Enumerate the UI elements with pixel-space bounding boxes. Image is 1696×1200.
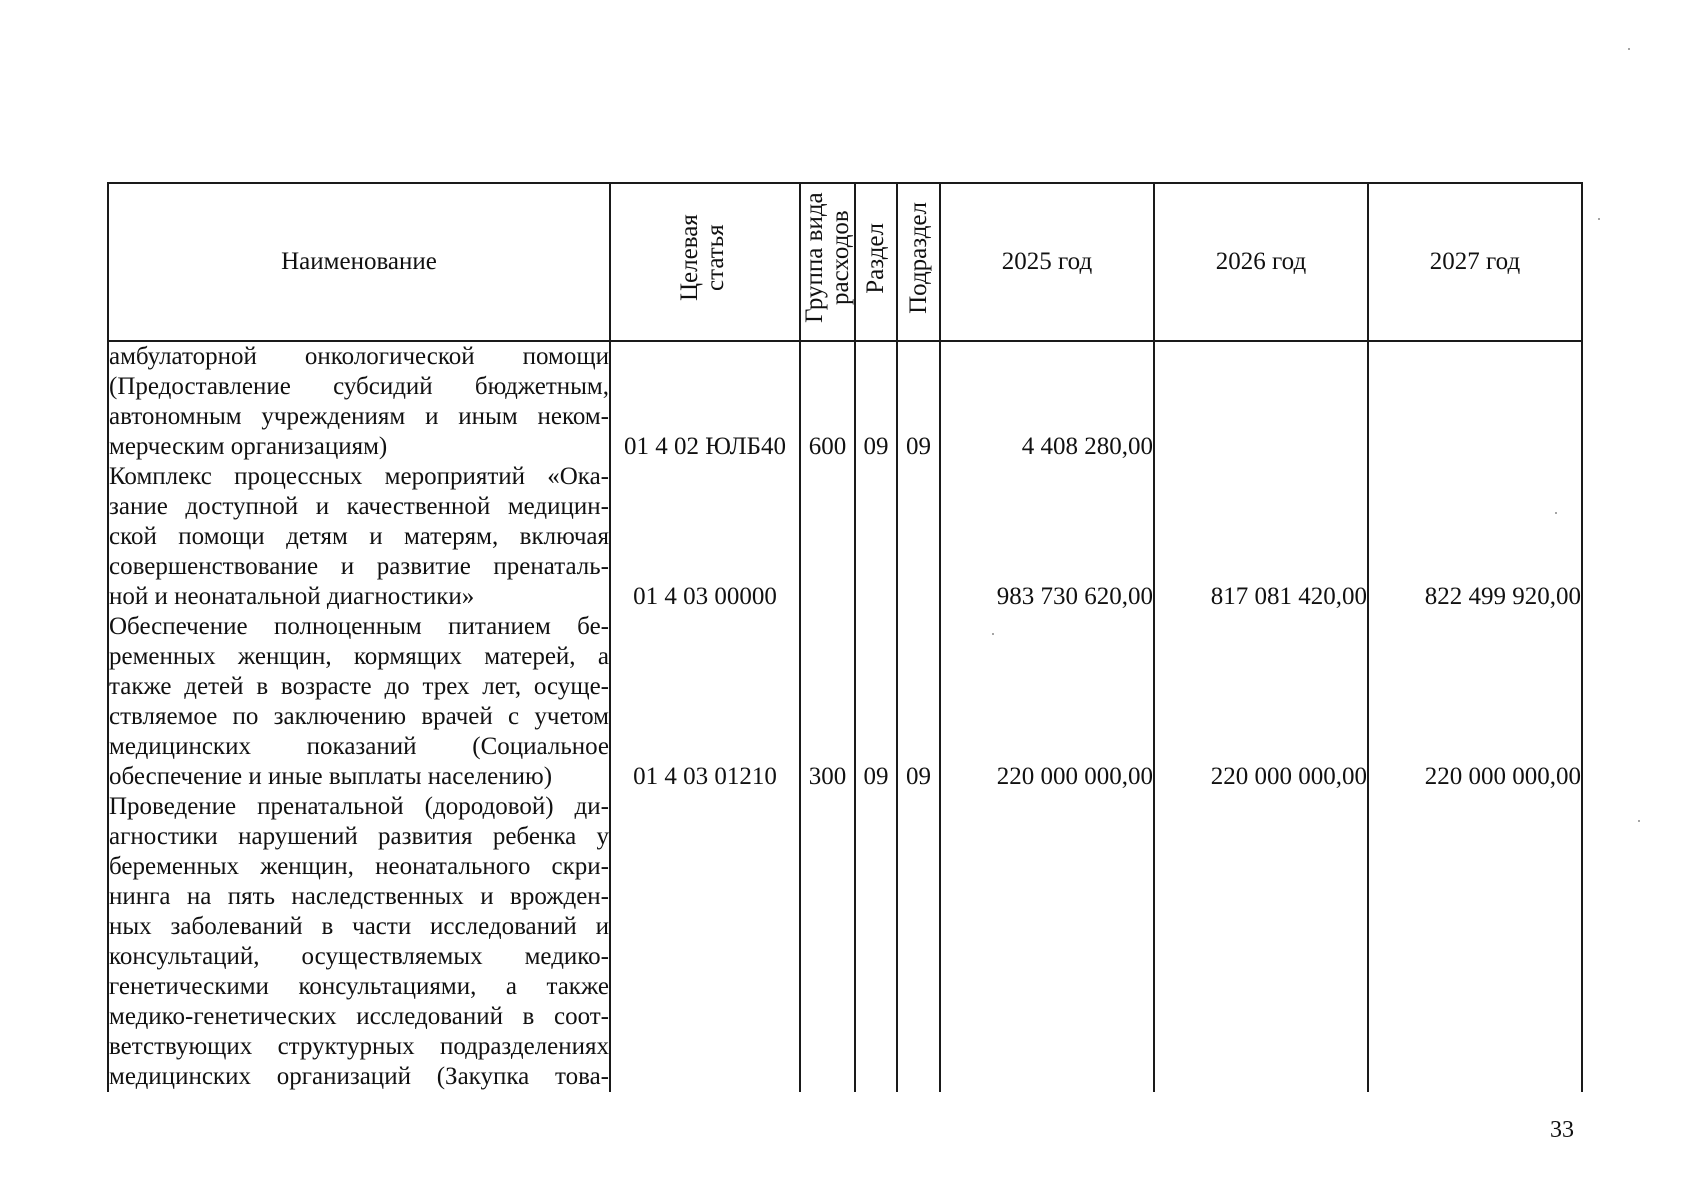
scan-speck — [992, 633, 994, 635]
header-section: Раздел — [855, 183, 897, 341]
header-year-2025: 2025 год — [940, 183, 1154, 341]
row-section: 09 — [855, 612, 897, 792]
row-amount-2027: 822 499 920,00 — [1368, 462, 1582, 612]
scan-speck — [1628, 48, 1630, 50]
row-expense-group: 600 — [800, 341, 855, 462]
row-name: Обеспечение полноценным питанием бе- ременных женщин, кормящих матерей, а также детей в возрасте до трех лет, осуще- ствляемое по заключению врачей с учетом медицинских показаний (Социальное обеспечение и иные выплаты населению) — [109, 613, 609, 790]
row-amount-2027 — [1368, 341, 1582, 462]
row-subsection — [897, 792, 940, 1092]
row-amount-2026: 817 081 420,00 — [1154, 462, 1368, 612]
row-amount-2025: 220 000 000,00 — [940, 612, 1154, 792]
row-target-article: 01 4 03 00000 — [610, 462, 800, 612]
row-expense-group: 300 — [800, 612, 855, 792]
row-expense-group — [800, 462, 855, 612]
row-subsection — [897, 462, 940, 612]
row-target-article — [610, 792, 800, 1092]
header-name: Наименование — [108, 183, 610, 341]
row-name: Комплекс процессных мероприятий «Ока- зание доступной и качественной медицин- ской помощи детям и матерям, включая совершенствование и развитие пренаталь- ной и неонатальной диагностики» — [109, 463, 609, 610]
header-subsection: Подраздел — [897, 183, 940, 341]
page-number: 33 — [1550, 1117, 1574, 1143]
row-name: амбулаторной онкологической помощи (Предоставление субсидий бюджетным, автономным учреждениям и иным неком- мерческим организациям) — [109, 343, 609, 460]
row-section — [855, 792, 897, 1092]
table-row — [108, 612, 1582, 792]
scan-speck — [1598, 218, 1600, 220]
row-target-article: 01 4 03 01210 — [610, 612, 800, 792]
scan-speck — [1555, 512, 1557, 514]
row-section — [855, 462, 897, 612]
row-amount-2026: 220 000 000,00 — [1154, 612, 1368, 792]
header-expense-group: Группа вида расходов — [800, 183, 855, 341]
table-row — [108, 792, 1582, 1092]
row-subsection: 09 — [897, 612, 940, 792]
row-amount-2025 — [940, 792, 1154, 1092]
row-section: 09 — [855, 341, 897, 462]
row-target-article: 01 4 02 ЮЛБ40 — [610, 341, 800, 462]
budget-table — [107, 182, 1583, 1092]
row-amount-2027 — [1368, 792, 1582, 1092]
table-row — [108, 462, 1582, 612]
row-amount-2026 — [1154, 792, 1368, 1092]
row-name: Проведение пренатальной (дородовой) ди- агностики нарушений развития ребенка у беременных женщин, неонатального скри- нинга на пять наследственных и врожден- ных заболеваний в части исследований и консультаций, осуществляемых медико- генетическими консультациями, а также медико-генетических исследований в соот- ветствующих структурных подразделениях медицинских организаций (Закупка това- — [109, 793, 609, 1090]
row-amount-2025: 4 408 280,00 — [940, 341, 1154, 462]
row-amount-2027: 220 000 000,00 — [1368, 612, 1582, 792]
row-expense-group — [800, 792, 855, 1092]
header-target-article: Целевая статья — [610, 183, 800, 341]
row-amount-2025: 983 730 620,00 — [940, 462, 1154, 612]
scan-speck — [1638, 820, 1640, 822]
table-row — [108, 341, 1582, 462]
row-amount-2026 — [1154, 341, 1368, 462]
header-year-2027: 2027 год — [1368, 183, 1582, 341]
row-subsection: 09 — [897, 341, 940, 462]
header-year-2026: 2026 год — [1154, 183, 1368, 341]
table-header-row — [108, 183, 1582, 341]
